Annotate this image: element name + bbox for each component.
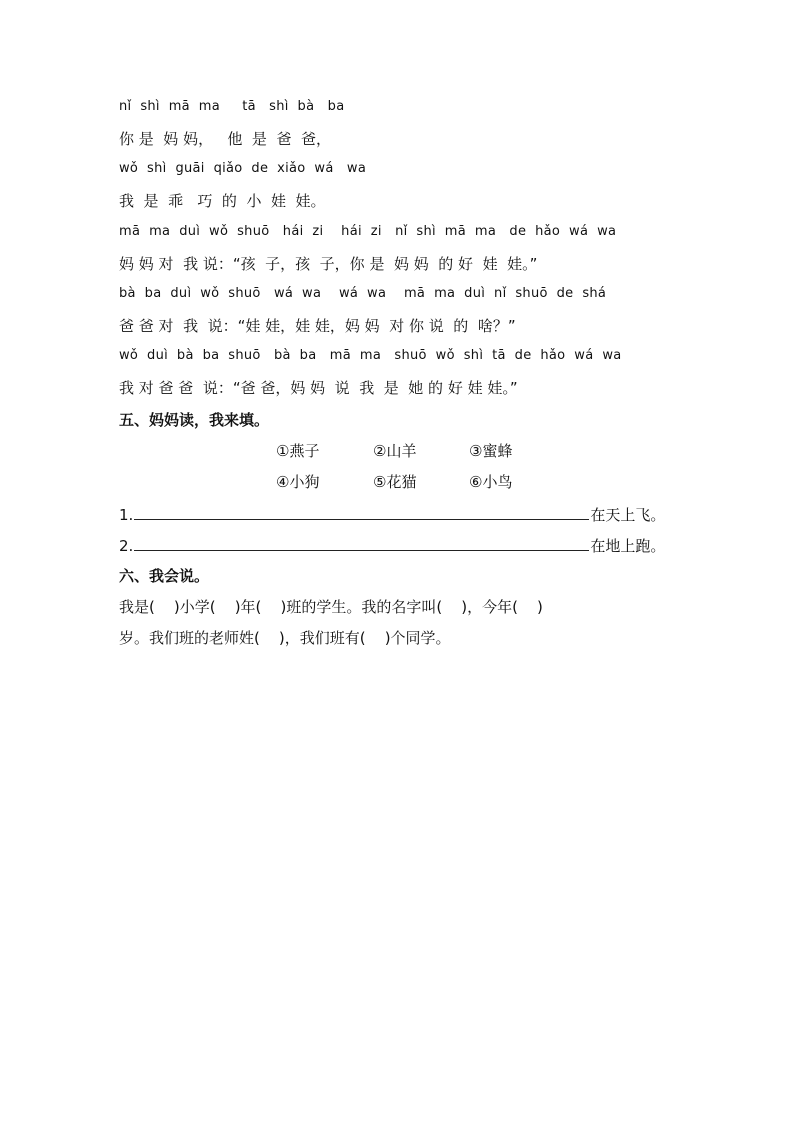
section5-title: 五、妈妈读，我来填。 (119, 411, 270, 429)
poem-pinyin-line-1: nǐ shì mā ma tā shì bà ba (119, 99, 345, 114)
fill-item-suffix: 在地上跑。 (590, 537, 666, 555)
intro-line-2: 岁。我们班的老师姓( )，我们班有( )个同学。 (119, 629, 451, 647)
section6-title: 六、我会说。 (119, 567, 210, 585)
fill-item-suffix: 在天上飞。 (590, 506, 666, 524)
poem-pinyin-line-5: wǒ duì bà ba shuō bà ba mā ma shuō wǒ shì tā de hǎo wá wa (119, 348, 622, 363)
option-swallow: ①燕子 (276, 442, 320, 460)
option-bee: ③蜜蜂 (469, 442, 513, 460)
fill-item-number: 1. (119, 506, 134, 524)
poem-hanzi-line-2: 我 是 乖 巧 的 小 娃 娃。 (119, 192, 326, 210)
poem-pinyin-line-2: wǒ shì guāi qiǎo de xiǎo wá wa (119, 161, 367, 176)
fill-blank-2[interactable] (134, 534, 589, 551)
fill-blank-1[interactable] (134, 503, 589, 520)
option-puppy: ④小狗 (276, 473, 320, 491)
poem-hanzi-line-1: 你 是 妈 妈， 他 是 爸 爸， (119, 130, 331, 148)
poem-hanzi-line-4: 爸 爸 对 我 说：“娃 娃，娃 娃，妈 妈 对 你 说 的 啥？” (119, 317, 516, 335)
poem-hanzi-line-5: 我 对 爸 爸 说：“爸 爸，妈 妈 说 我 是 她 的 好 娃 娃。” (119, 379, 518, 397)
poem-pinyin-line-3: mā ma duì wǒ shuō hái zi hái zi nǐ shì mā ma de hǎo wá wa (119, 224, 617, 239)
intro-line-1: 我是( )小学( )年( )班的学生。我的名字叫( )，今年( ) (119, 598, 543, 616)
fill-item-1 (119, 503, 665, 525)
fill-item-number: 2. (119, 537, 134, 555)
option-cat: ⑤花猫 (373, 473, 417, 491)
fill-item-2 (119, 534, 665, 556)
poem-pinyin-line-4: bà ba duì wǒ shuō wá wa wá wa mā ma duì nǐ shuō de shá (119, 286, 607, 301)
poem-hanzi-line-3: 妈 妈 对 我 说：“孩 子，孩 子，你 是 妈 妈 的 好 娃 娃。” (119, 255, 538, 273)
option-bird: ⑥小鸟 (469, 473, 513, 491)
option-goat: ②山羊 (373, 442, 417, 460)
